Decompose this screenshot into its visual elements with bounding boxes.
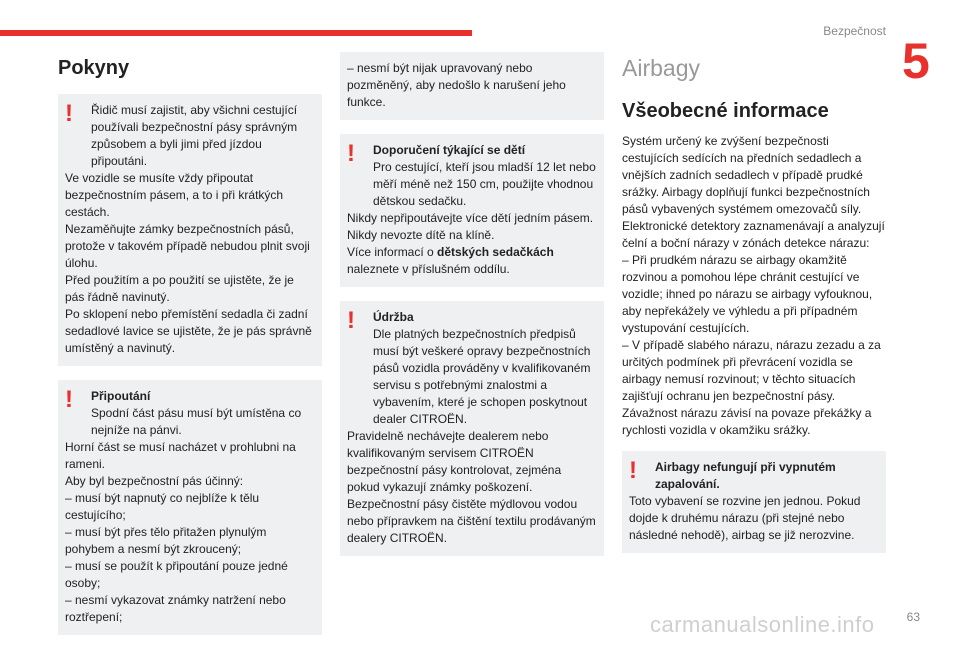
warning-body [347,210,597,278]
warning-body: Pravidelně nechávejte dealerem nebo kvalifikovaným servisem CITROËN bezpečnostní pásy kontrolovat, zejména pokud vykazují známky poškození. Bezpečnostní pásy čistěte mýdlovou vodou nebo přípravkem na čištění textilu prodávaným dealery CITROËN. [347,429,596,545]
airbag-body-text [622,133,886,439]
continued-body: – nesmí být nijak upravovaný nebo pozměněný, aby nedošlo k narušení jeho funkce. [347,61,566,109]
chapter-number: 5 [902,33,930,89]
body-text-a: Nikdy nepřipoutávejte více dětí jedním pásem. Nikdy nevozte dítě na klíně. Více informací o [347,211,594,259]
exclamation-warning-icon: ! [65,100,73,127]
continued-box [340,52,604,120]
warning-lead: Řidič musí zajistit, aby všichni cestující používali bezpečnostní pásy správným způsobem a byli jimi před jízdou připoutáni. [91,103,298,168]
child-seats-link-text: dětských sedačkách [437,245,554,259]
section-title: Bezpečnost [823,24,886,38]
warning-first: Dle platných bezpečnostních předpisů musí být veškeré opravy bezpečnostních pásů vozidla prováděny v kvalifikovaném servisu s potřebnými znalostmi a vybavením, které je schopen poskytnout dealer CITROËN. [373,327,591,426]
warning-title: Airbagy nefungují při vypnutém zapalování. [655,460,836,491]
warning-body: Ve vozidle se musíte vždy připoutat bezpečnostním pásem, a to i při krátkých cestách. Nezaměňujte zámky bezpečnostních pásů, protože v takovém případě nebudou plnit svoji úlohu. Před použitím a po použití se ujistěte, že je pás řádně navinutý. Po sklopení nebo přemístění sedadla či zadní sedadlové lavice se ujistěte, že je pás správně umístěný a navinutý. [65,171,312,355]
warning-title: Doporučení týkající se dětí [373,143,526,157]
warning-box-airbags-ignition [622,451,886,553]
warning-box-children [340,134,604,287]
warning-first: Pro cestující, kteří jsou mladší 12 let nebo měří méně než 150 cm, použijte vhodnou dětskou sedačku. [373,160,596,208]
airbag-paragraphs: Systém určený ke zvýšení bezpečnosti cestujících sedících na předních sedadlech a vnějších zadních sedadlech v případě prudké srážky. Airbagy doplňují funkci bezpečnostních pásů vybavených systémem omezovačů síly. Elektronické detektory zaznamenávají a analyzují čelní a boční nárazy v zónách detekce nárazu: – Při prudkém nárazu se airbagy okamžitě rozvinou a pomohou lépe chránit cestující ve vozidle; ihned po nárazu se airbagy vyfouknou, aby nepřekážely ve výhledu a při případném vystupování cestujících. – V případě slabého nárazu, nárazu zezadu a za určitých podmínek při převrácení vozidla se airbagy nemusí rozvinout; v těchto situacích zajišťují ochranu jen bezpečnostní pásy. Závažnost nárazu závisí na povaze překážky a rychlosti vozidla v okamžiku srážky. [622,134,885,437]
warning-body: Horní část se musí nacházet v prohlubni na rameni. Aby byl bezpečnostní pás účinný: – musí být napnutý co nejblíže k tělu cestujícího; – musí být přes tělo přitažen plynulým pohybem a nesmí být zkroucený; – musí se použít k připoutání pouze jedné osoby; – nesmí vykazovat známky natržení nebo roztřepení; [65,440,296,624]
warning-title: Údržba [373,310,414,324]
warning-box-maintenance [340,301,604,556]
heading-airbagy: Airbagy [622,55,700,81]
exclamation-warning-icon: ! [65,386,73,413]
watermark: carmanualsonline.info [650,612,875,637]
heading-pokyny: Pokyny [58,57,130,79]
warning-body: Toto vybavení se rozvine jen jednou. Pokud dojde k druhému nárazu (při stejné nebo následné nehodě), airbag se již nerozvine. [629,494,861,542]
column-3 [622,52,886,567]
exclamation-warning-icon: ! [347,307,355,334]
exclamation-warning-icon: ! [347,140,355,167]
warning-first: Spodní část pásu musí být umístěna co nejníže na pánvi. [91,406,302,437]
header-accent-bar [0,30,472,36]
page-number: 63 [906,610,920,624]
warning-title: Připoutání [91,389,151,403]
warning-box-driver [58,94,322,366]
exclamation-warning-icon: ! [629,457,637,484]
warning-box-fastening [58,380,322,635]
body-text-b: naleznete v příslušném oddílu. [347,262,510,276]
column-2 [340,52,604,570]
subheading-general-info: Všeobecné informace [622,100,829,122]
column-1 [58,52,322,649]
